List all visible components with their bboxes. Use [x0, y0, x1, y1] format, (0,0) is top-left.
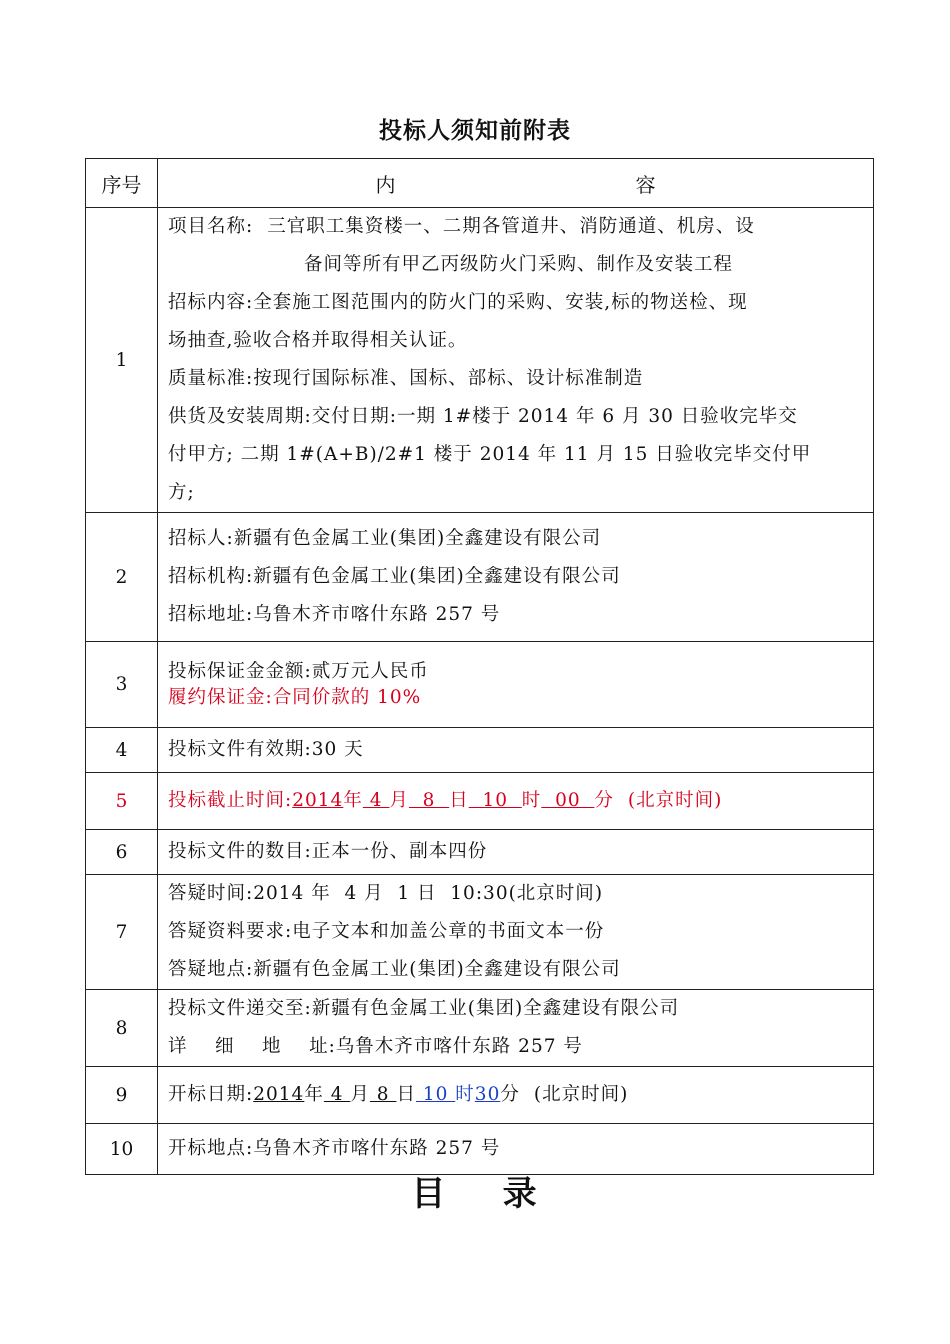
submit-to-line: 投标文件递交至:新疆有色金属工业(集团)全鑫建设有限公司 [168, 998, 680, 1019]
agency-line: 招标机构:新疆有色金属工业(集团)全鑫建设有限公司 [168, 566, 621, 587]
header-content-a: 内 [375, 172, 396, 197]
opening-tz: (北京时间) [533, 1084, 629, 1105]
row-number: 6 [86, 830, 158, 875]
period-l3: 方; [168, 482, 195, 503]
deadline-month-unit: 月 [389, 790, 409, 811]
copies-line: 投标文件的数目:正本一份、副本四份 [168, 841, 488, 862]
header-content [158, 159, 874, 208]
validity-line: 投标文件有效期:30 天 [168, 739, 364, 760]
quality-line: 质量标准:按现行国际标准、国标、部标、设计标准制造 [168, 368, 644, 389]
row-number: 7 [86, 875, 158, 990]
deadline-tz: (北京时间) [627, 790, 723, 811]
deadline-year-unit: 年 [343, 790, 363, 811]
opening-year: 2014 [253, 1084, 305, 1105]
opening-hour: 10 [415, 1084, 456, 1105]
row-content [158, 208, 874, 513]
row-content [158, 773, 874, 830]
table-row [86, 208, 874, 513]
qa-material-line: 答疑资料要求:电子文本和加盖公章的书面文本一份 [168, 921, 605, 942]
opening-minute: 30 [474, 1084, 501, 1105]
row-content [158, 513, 874, 642]
row-content [158, 642, 874, 728]
header-seq: 序号 [86, 159, 158, 208]
row-number: 1 [86, 208, 158, 513]
opening-hour-unit: 时 [455, 1084, 475, 1105]
table-row [86, 642, 874, 728]
bid-bond-line: 投标保证金金额:贰万元人民币 [168, 660, 429, 682]
scope-l1: 招标内容:全套施工图范围内的防火门的采购、安装,标的物送检、现 [168, 292, 748, 313]
deadline-day: 8 [408, 790, 450, 811]
qa-place-line: 答疑地点:新疆有色金属工业(集团)全鑫建设有限公司 [168, 959, 621, 980]
deadline-line [168, 782, 863, 820]
row-content [158, 728, 874, 773]
row-number: 4 [86, 728, 158, 773]
scope-l2: 场抽查,验收合格并取得相关认证。 [168, 330, 468, 351]
project-name-line [168, 208, 863, 246]
opening-day: 8 [369, 1084, 397, 1105]
opening-month: 4 [323, 1084, 351, 1105]
opening-month-unit: 月 [350, 1084, 370, 1105]
row-content [158, 830, 874, 875]
deadline-day-unit: 日 [449, 790, 469, 811]
table-row [86, 1067, 874, 1124]
header-content-b: 容 [635, 172, 656, 197]
project-name-l2: 备间等所有甲乙丙级防火门采购、制作及安装工程 [304, 254, 734, 275]
table-row [86, 513, 874, 642]
deadline-minute-unit: 分 [594, 790, 614, 811]
front-table [85, 158, 874, 1175]
qa-time-line: 答疑时间:2014 年 4 月 1 日 10:30(北京时间) [168, 883, 604, 904]
table-row [86, 728, 874, 773]
project-name-label: 项目名称: [168, 216, 254, 237]
deadline-hour: 10 [468, 790, 522, 811]
table-row [86, 875, 874, 990]
performance-bond-line: 履约保证金:合同价款的 10% [168, 686, 422, 708]
page-title: 投标人须知前附表 [379, 118, 571, 144]
opening-year-unit: 年 [304, 1084, 324, 1105]
row-number: 9 [86, 1067, 158, 1124]
opening-day-unit: 日 [396, 1084, 416, 1105]
opening-place-line: 开标地点:乌鲁木齐市喀什东路 257 号 [168, 1138, 501, 1159]
row-number: 2 [86, 513, 158, 642]
detail-address-line: 详 细 地 址:乌鲁木齐市喀什东路 257 号 [168, 1036, 583, 1057]
row-number: 3 [86, 642, 158, 728]
table-row [86, 990, 874, 1067]
opening-date-line [168, 1076, 863, 1114]
table-row [86, 773, 874, 830]
period-l2: 付甲方; 二期 1#(A+B)/2#1 楼于 2014 年 11 月 15 日验收完毕交付甲 [168, 444, 812, 465]
row-content [158, 1067, 874, 1124]
deadline-label: 投标截止时间: [168, 790, 293, 811]
project-name-l1: 三官职工集资楼一、二期各管道井、消防通道、机房、设 [267, 216, 755, 237]
deadline-month: 4 [362, 790, 390, 811]
row-number: 8 [86, 990, 158, 1067]
toc-title: 目 录 [411, 1174, 539, 1214]
row-content [158, 875, 874, 990]
deadline-minute: 00 [541, 790, 595, 811]
address-line: 招标地址:乌鲁木齐市喀什东路 257 号 [168, 604, 501, 625]
opening-minute-unit: 分 [500, 1084, 520, 1105]
table-header-row [86, 159, 874, 208]
deadline-hour-unit: 时 [521, 790, 542, 811]
opening-date-label: 开标日期: [168, 1084, 254, 1105]
row-number: 10 [86, 1124, 158, 1175]
row-content [158, 990, 874, 1067]
row-number: 5 [86, 773, 158, 830]
deadline-year: 2014 [292, 790, 344, 811]
table-row [86, 830, 874, 875]
tenderer-line: 招标人:新疆有色金属工业(集团)全鑫建设有限公司 [168, 528, 602, 549]
period-l1: 供货及安装周期:交付日期:一期 1#楼于 2014 年 6 月 30 日验收完毕交 [168, 406, 798, 427]
